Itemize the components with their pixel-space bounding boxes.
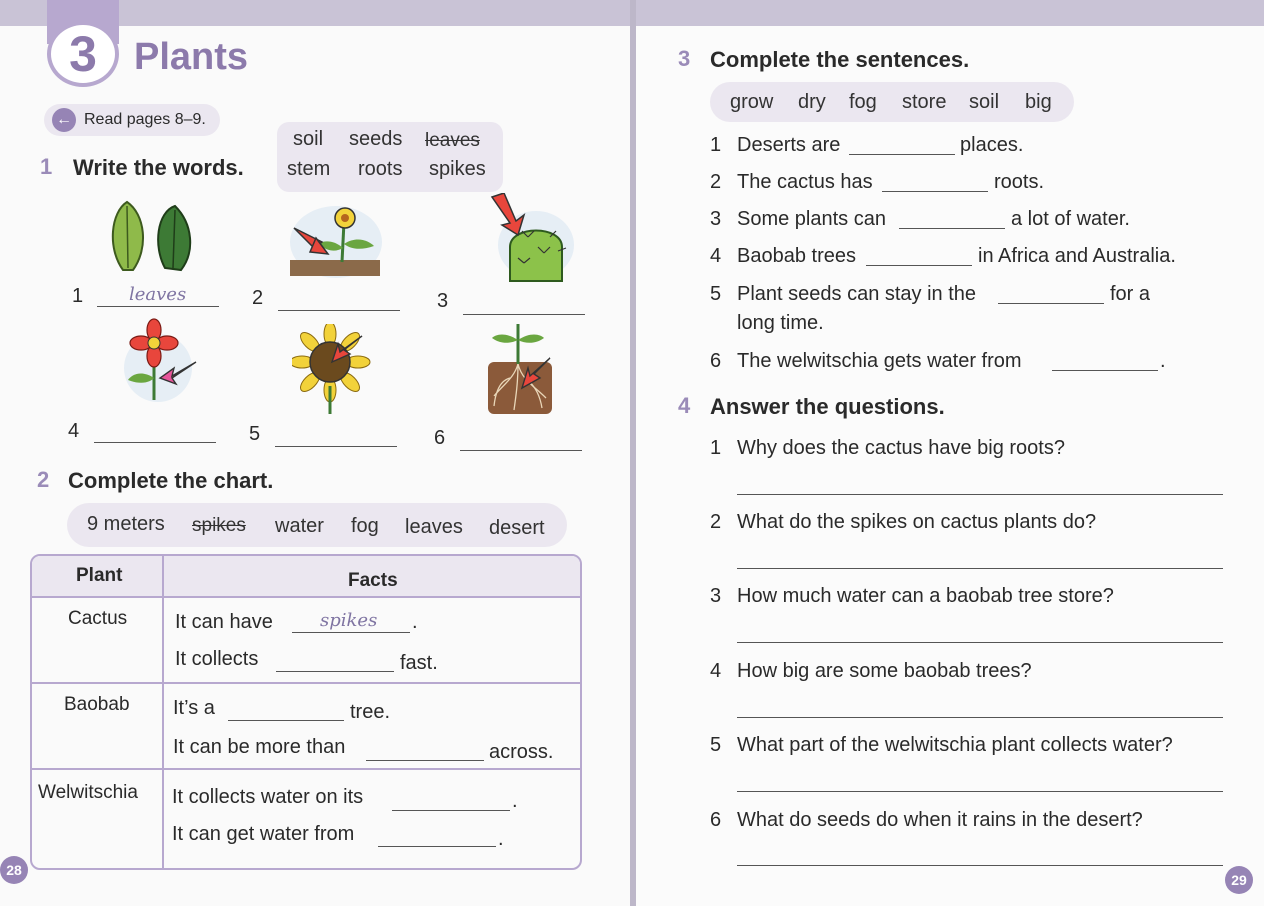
chart-answer-blank[interactable]: [292, 610, 410, 633]
ex4-answer-line[interactable]: [737, 568, 1223, 569]
ex4-answer-line[interactable]: [737, 642, 1223, 643]
back-arrow-icon: ←: [52, 108, 76, 132]
ex3-sentence-number: 3: [710, 208, 722, 230]
word-bank-item: water: [275, 515, 324, 537]
ex2-word-bank: [67, 503, 567, 547]
roots-illustration: [484, 322, 556, 416]
chart-fact-text: fast.: [400, 652, 438, 674]
word-bank-item-crossed: spikes: [192, 515, 246, 536]
ex4-question-text: What do the spikes on cactus plants do?: [737, 511, 1097, 533]
chart-fact-text: .: [498, 828, 504, 850]
ex3-sentence-text: a lot of water.: [1011, 208, 1130, 230]
ex3-sentence-number: 1: [710, 134, 722, 156]
chart-fact-text: .: [412, 611, 418, 633]
ex3-sentence-number: 4: [710, 245, 722, 267]
ex3-answer-blank[interactable]: [899, 206, 1005, 229]
ex3-sentence-text: Plant seeds can stay in the: [737, 283, 977, 305]
leaves-illustration: [105, 198, 200, 276]
word-bank-item: big: [1025, 91, 1052, 113]
ex4-title: Answer the questions.: [710, 394, 945, 419]
chart-answer-blank[interactable]: [228, 698, 344, 721]
ex1-item-number: 1: [72, 285, 84, 307]
ex1-answer-blank-4[interactable]: [94, 420, 216, 443]
ex3-answer-blank[interactable]: [882, 169, 988, 192]
handwritten-answer: leaves: [129, 284, 187, 305]
ex3-answer-blank[interactable]: [849, 132, 955, 155]
page-number-left: 28: [0, 856, 28, 884]
chart-fact-text: It collects water on its: [172, 786, 364, 808]
word-bank-item: soil: [293, 128, 324, 150]
ex1-item-number: 3: [437, 290, 449, 312]
ex4-question-text: How big are some baobab trees?: [737, 660, 1032, 682]
word-bank-item: soil: [969, 91, 1000, 113]
ex1-word-bank: [277, 122, 503, 192]
chart-plant-baobab: Baobab: [64, 694, 130, 715]
ex3-answer-blank[interactable]: [1052, 348, 1158, 371]
chapter-title: Plants: [134, 36, 249, 78]
chart-fact-text: It can get water from: [172, 823, 355, 845]
ex3-title: Complete the sentences.: [710, 47, 970, 72]
ex1-answer-blank-3[interactable]: [463, 292, 585, 315]
word-bank-item: 9 meters: [87, 513, 165, 535]
word-bank-item: spikes: [429, 158, 486, 180]
read-pages-pill: [44, 104, 220, 136]
ex1-title: Write the words.: [73, 155, 244, 180]
ex3-sentence-text: long time.: [737, 312, 824, 334]
ex1-answer-blank-2[interactable]: [278, 288, 400, 311]
ex4-question-number: 5: [710, 734, 722, 756]
ex1-number: 1: [40, 154, 53, 179]
ex4-answer-line[interactable]: [737, 494, 1223, 495]
ex3-answer-blank[interactable]: [866, 243, 972, 266]
ex1-answer-blank-1[interactable]: [97, 284, 219, 307]
ex3-sentence-text: The cactus has: [737, 171, 873, 193]
ex3-sentence-text: roots.: [994, 171, 1045, 193]
ex3-sentence-text: .: [1160, 350, 1166, 372]
ex3-sentence-text: The welwitschia gets water from: [737, 350, 1022, 372]
word-bank-item: stem: [287, 158, 331, 180]
word-bank-item: grow: [730, 91, 774, 113]
ex1-item-number: 4: [68, 420, 80, 442]
ex4-question-number: 1: [710, 437, 722, 459]
chart-answer-blank[interactable]: [276, 649, 394, 672]
chart-fact-text: It’s a: [173, 697, 215, 719]
chart-answer-blank[interactable]: [366, 738, 484, 761]
chart-header-plant: Plant: [76, 565, 123, 586]
word-bank-item: fog: [351, 515, 379, 537]
flower-illustration: [122, 316, 200, 404]
chart-plant-cactus: Cactus: [68, 608, 128, 629]
ex3-sentence-text: Some plants can: [737, 208, 886, 230]
top-band: [636, 0, 1264, 26]
chart-fact-text: It can have: [175, 611, 273, 633]
word-bank-item: store: [902, 91, 947, 113]
ex3-sentence-number: 5: [710, 283, 722, 305]
stem-illustration: [288, 200, 383, 280]
word-bank-item: fog: [849, 91, 877, 113]
chart-fact-text: .: [512, 790, 518, 812]
facts-chart: [30, 554, 582, 870]
ex4-question-text: What do seeds do when it rains in the desert?: [737, 809, 1143, 831]
sunflower-illustration: [292, 324, 372, 414]
chart-answer-blank[interactable]: [378, 824, 496, 847]
page-number-right: 29: [1225, 866, 1253, 894]
left-page: [0, 0, 630, 906]
ex3-sentence-number: 2: [710, 171, 722, 193]
ex3-sentence-text: places.: [960, 134, 1024, 156]
ex3-sentence-text: in Africa and Australia.: [978, 245, 1176, 267]
word-bank-item: seeds: [349, 128, 403, 150]
ex3-sentence-text: for a: [1110, 283, 1151, 305]
ex3-sentence-text: Baobab trees: [737, 245, 856, 267]
chart-fact-text: tree.: [350, 701, 391, 723]
chart-fact-text: across.: [489, 741, 554, 763]
chart-row-divider: [32, 682, 580, 684]
ex4-question-number: 3: [710, 585, 722, 607]
ex4-answer-line[interactable]: [737, 717, 1223, 718]
ex1-item-number: 6: [434, 427, 446, 449]
ex2-title: Complete the chart.: [68, 468, 274, 493]
ex4-answer-line[interactable]: [737, 865, 1223, 866]
ex1-item-number: 2: [252, 287, 264, 309]
ex4-question-number: 4: [710, 660, 722, 682]
ex4-number: 4: [678, 393, 691, 418]
ex4-question-text: How much water can a baobab tree store?: [737, 585, 1114, 607]
ex4-question-number: 2: [710, 511, 722, 533]
ex3-sentence-text: Deserts are: [737, 134, 841, 156]
ex4-question-text: What part of the welwitschia plant collects water?: [737, 734, 1173, 756]
ex2-number: 2: [37, 467, 50, 492]
cactus-illustration: [488, 193, 578, 283]
ex4-question-number: 6: [710, 809, 722, 831]
chart-plant-welwitschia: Welwitschia: [38, 782, 138, 803]
ex3-number: 3: [678, 46, 691, 71]
chart-fact-text: It collects: [175, 648, 259, 670]
ex3-answer-blank[interactable]: [998, 281, 1104, 304]
ex3-sentence-number: 6: [710, 350, 722, 372]
chart-fact-text: It can be more than: [173, 736, 346, 758]
word-bank-item: desert: [489, 517, 545, 539]
word-bank-item: leaves: [405, 516, 463, 538]
ex1-answer-blank-6[interactable]: [460, 428, 582, 451]
chapter-number: 3: [47, 21, 119, 87]
read-pages-text: Read pages 8–9.: [84, 111, 206, 128]
ex4-question-text: Why does the cactus have big roots?: [737, 437, 1065, 459]
word-bank-item: dry: [798, 91, 826, 113]
chart-row-divider: [32, 768, 580, 770]
word-bank-item-crossed: leaves: [425, 130, 480, 151]
handwritten-answer: spikes: [320, 610, 378, 631]
ex1-item-number: 5: [249, 423, 261, 445]
chart-header-facts: Facts: [348, 570, 398, 591]
ex4-answer-line[interactable]: [737, 791, 1223, 792]
chart-answer-blank[interactable]: [392, 788, 510, 811]
ex1-answer-blank-5[interactable]: [275, 424, 397, 447]
ex3-word-bank: [710, 82, 1074, 122]
chart-divider: [162, 556, 164, 868]
word-bank-item: roots: [358, 158, 403, 180]
